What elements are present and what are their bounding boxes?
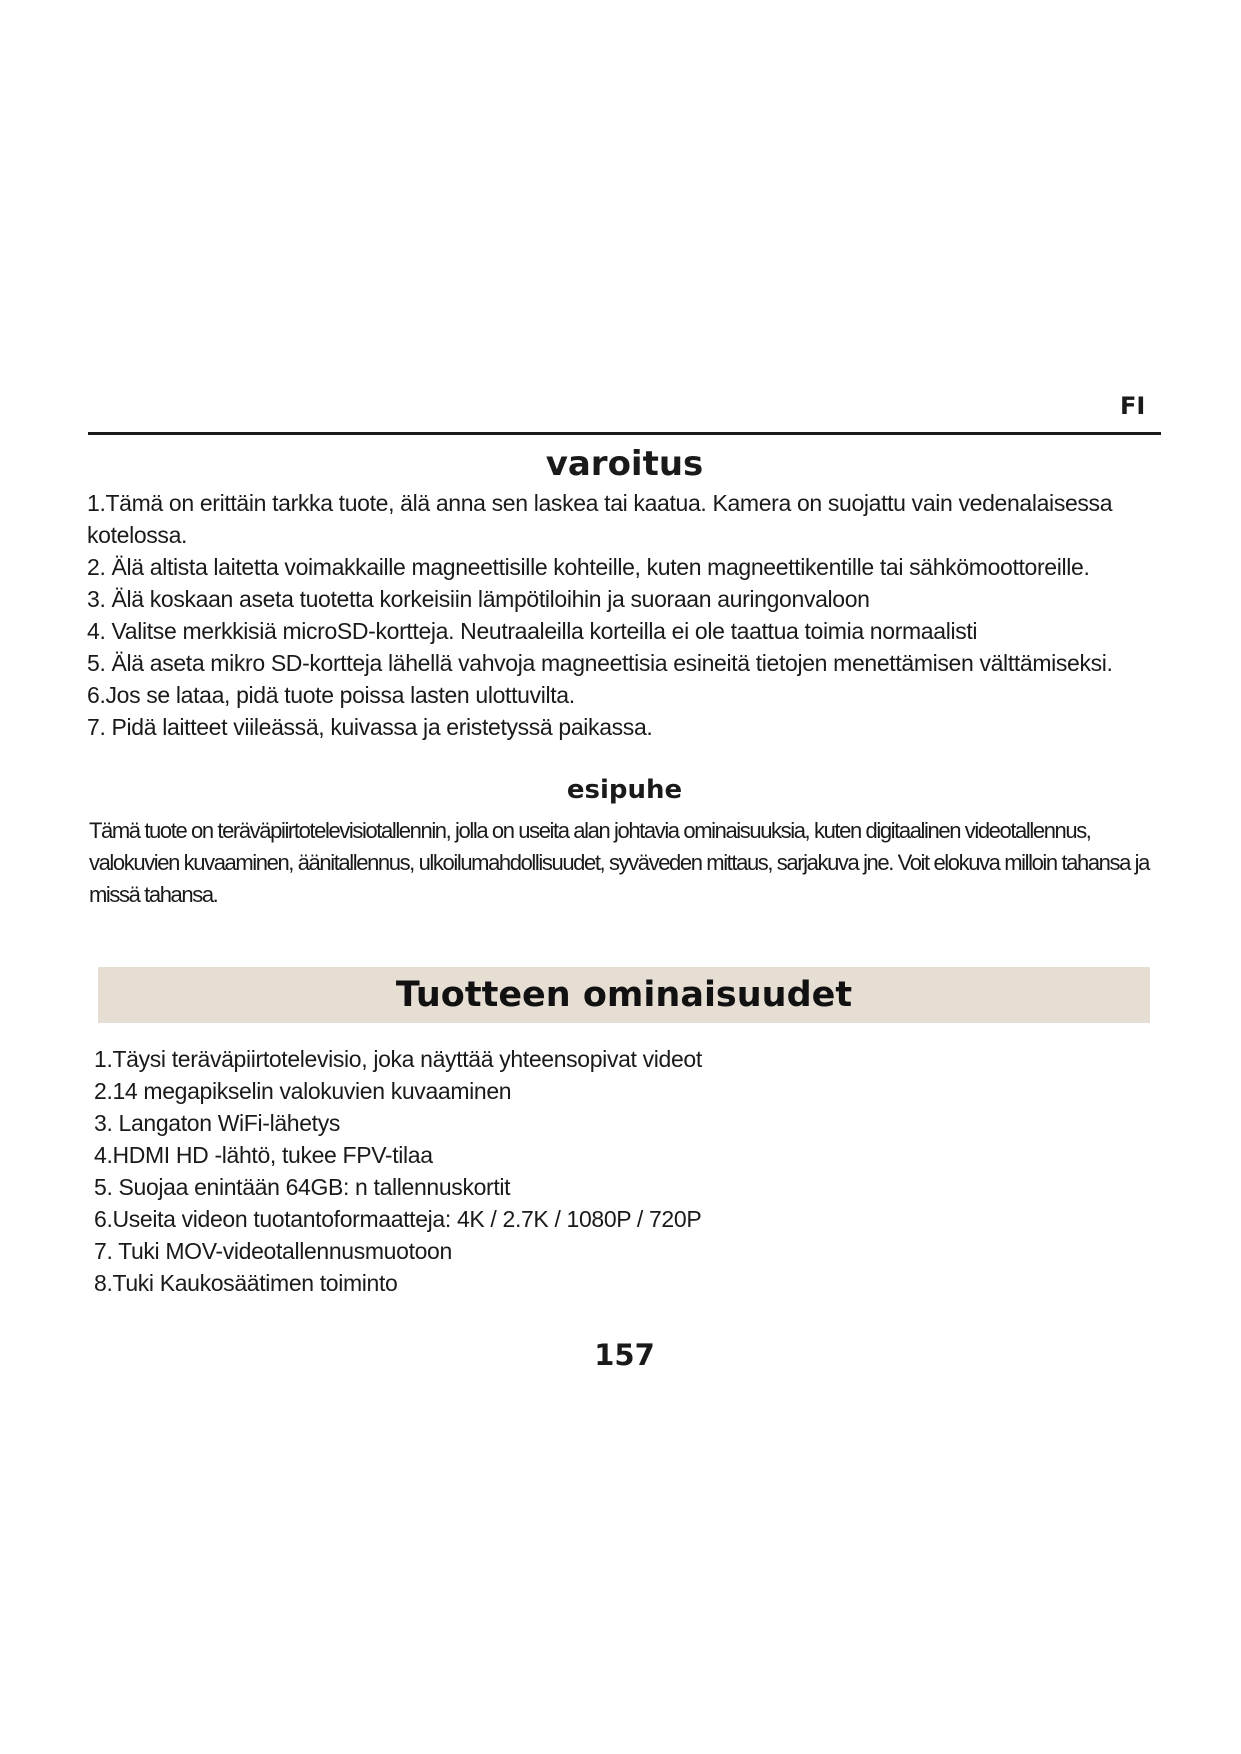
feature-item: 3. Langaton WiFi-lähetys	[94, 1110, 341, 1136]
warning-item: 1.Tämä on erittäin tarkka tuote, älä anna sen laskea tai kaatua. Kamera on suojattu vain vedenalaisessa kotelossa.	[87, 490, 1113, 548]
warning-item: 2. Älä altista laitetta voimakkaille magneettisille kohteille, kuten magneettikentille tai sähkömoottoreille.	[87, 554, 1090, 580]
warning-item: 6.Jos se lataa, pidä tuote poissa lasten ulottuvilta.	[87, 682, 575, 708]
preface-text: Tämä tuote on teräväpiirtotelevisiotallennin, jolla on useita alan johtavia ominaisuuksia, kuten digitaalinen videotallennus, valokuvien kuvaaminen, äänitallennus, ulkoilumahdollisuudet, syväveden mittaus, sarjakuva jne. Voit elokuva milloin tahansa ja missä tahansa.	[89, 818, 1149, 907]
preface-title: esipuhe	[566, 775, 683, 805]
language-tag: FI	[1120, 392, 1146, 420]
features-title: Tuotteen ominaisuudet	[395, 975, 853, 1015]
warning-item: 3. Älä koskaan aseta tuotetta korkeisiin lämpötiloihin ja suoraan auringonvaloon	[87, 586, 870, 612]
feature-item: 4.HDMI HD -lähtö, tukee FPV-tilaa	[94, 1142, 433, 1168]
feature-item: 5. Suojaa enintään 64GB: n tallennuskortit	[94, 1174, 511, 1200]
header-divider	[88, 432, 1161, 435]
warning-title: varoitus	[545, 444, 704, 484]
warning-item: 4. Valitse merkkisiä microSD-kortteja. Neutraaleilla korteilla ei ole taattua toimia normaalisti	[87, 618, 978, 644]
feature-item: 2.14 megapikselin valokuvien kuvaaminen	[94, 1078, 512, 1104]
features-banner	[98, 967, 1150, 1023]
feature-item: 7. Tuki MOV-videotallennusmuotoon	[94, 1238, 452, 1264]
page-number: 157	[594, 1338, 655, 1372]
feature-item: 8.Tuki Kaukosäätimen toiminto	[94, 1270, 398, 1296]
warning-list	[87, 487, 1167, 743]
warning-item: 7. Pidä laitteet viileässä, kuivassa ja eristetyssä paikassa.	[87, 714, 653, 740]
features-list	[94, 1043, 994, 1299]
feature-item: 1.Täysi teräväpiirtotelevisio, joka näyttää yhteensopivat videot	[94, 1046, 702, 1072]
feature-item: 6.Useita videon tuotantoformaatteja: 4K / 2.7K / 1080P / 720P	[94, 1206, 702, 1232]
warning-item: 5. Älä aseta mikro SD-kortteja lähellä vahvoja magneettisia esineitä tietojen menettämisen välttämiseksi.	[87, 650, 1113, 676]
